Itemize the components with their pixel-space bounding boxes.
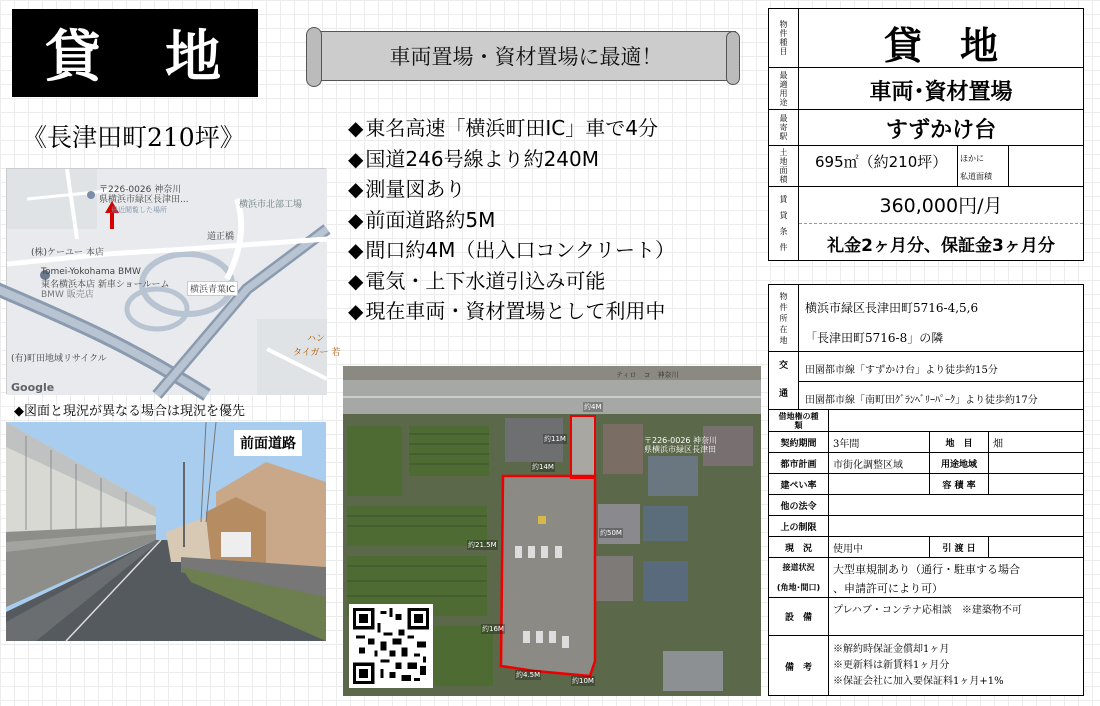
remark-2: ※更新料は新賃料1ヶ月分 bbox=[833, 660, 950, 671]
row-lease-type bbox=[769, 410, 1083, 432]
planning-value: 市街化調整区域 bbox=[833, 459, 903, 471]
google-logo: Google bbox=[11, 381, 55, 394]
chimoku-label: 地 目 bbox=[929, 432, 989, 452]
map-label-dousho: 道正橋 bbox=[207, 232, 235, 242]
feature-item: ◆ 東名高速「横浜町田IC」車で4分 bbox=[348, 113, 675, 144]
deposit-value: 礼金2ヶ月分、保証金3ヶ月分 bbox=[827, 236, 1055, 256]
row-coverage bbox=[769, 474, 1083, 495]
feature-item: ◆ 間口約4M（出入口コンクリート） bbox=[348, 235, 675, 266]
map-caption: ◆図面と現況が異なる場合は現況を優先 bbox=[14, 404, 245, 419]
traffic-2: 田園都市線「南町田ｸﾞﾗﾝﾍﾞﾘｰﾊﾟｰｸ」より徒歩約17分 bbox=[805, 395, 1038, 406]
restrictions-label: 上の制限 bbox=[769, 516, 829, 536]
label-location: 物 件 所 在 地 bbox=[769, 285, 799, 352]
rent-value: 360,000円/月 bbox=[879, 195, 1003, 217]
property-subtitle: 《長津田町210坪》 bbox=[22, 123, 245, 152]
label-property-type: 物 件 種 目 bbox=[769, 9, 799, 68]
row-other-law bbox=[769, 495, 1083, 516]
dim-label: 約11M bbox=[544, 435, 566, 443]
handover-label: 引 渡 日 bbox=[929, 537, 989, 557]
summary-table bbox=[768, 8, 1084, 261]
banner-scroll bbox=[306, 27, 740, 87]
land-area-value: 695㎡（約210坪） bbox=[815, 153, 948, 171]
map-label-bmw-jp: 東名横浜本店 新車ショールーム bbox=[41, 280, 170, 290]
label-best-use: 最 適 用 途 bbox=[769, 68, 799, 110]
dim-label: 約14M bbox=[532, 463, 554, 471]
scroll-roll-left bbox=[306, 27, 322, 87]
contract-label: 契約期間 bbox=[769, 432, 829, 452]
map-label-bmw: Tomei-Yokohama BMW bbox=[41, 267, 141, 277]
map-label-factory: 横浜市北部工場 bbox=[239, 200, 303, 210]
page-title: 貸 地 bbox=[12, 9, 258, 97]
row-road-access bbox=[769, 558, 1083, 598]
bcr-label: 建ぺい率 bbox=[769, 474, 829, 494]
private-road-area-label: ほかに 私道面積 bbox=[957, 146, 1009, 186]
station-value: すずかけ台 bbox=[885, 118, 997, 143]
aerial-photo bbox=[343, 366, 761, 696]
road-access-label: 接道状況 (角地･間口) bbox=[769, 558, 829, 597]
dim-label: 約4.5M bbox=[516, 671, 541, 679]
feature-item: ◆ 電気・上下水道引込み可能 bbox=[348, 266, 675, 297]
details-table bbox=[768, 284, 1084, 696]
map-label-tiger: タイガー 若 bbox=[293, 348, 341, 358]
map-pin-label: 〒226-0026 神奈川 県横浜市緑区長津田... bbox=[99, 185, 189, 205]
address-note: 「長津田町5716-8」の隣 bbox=[805, 331, 944, 345]
road-access-value-2: 、申請許可により可） bbox=[833, 582, 943, 595]
dim-label: 約21.5M bbox=[468, 541, 497, 549]
aerial-pin-label: 〒226-0026 神奈川 県横浜市緑区長津田 bbox=[644, 436, 718, 454]
row-remarks bbox=[769, 636, 1083, 696]
planning-label: 都市計画 bbox=[769, 453, 829, 473]
zoning-label: 用途地域 bbox=[929, 453, 989, 473]
road-access-value-1: 大型車規制あり（通行・駐車する場合 bbox=[833, 563, 1020, 576]
dim-label: 約50M bbox=[600, 529, 622, 537]
address-value: 横浜市緑区長津田町5716-4,5,6 bbox=[805, 301, 979, 315]
map-pin-sub: 最近閲覧した場所 bbox=[111, 206, 167, 214]
map-label-bmw-dealer: BMW 販売店 bbox=[41, 290, 94, 300]
row-status bbox=[769, 537, 1083, 558]
feature-item: ◆ 現在車両・資材置場として利用中 bbox=[348, 296, 675, 327]
map-label-ic: 横浜青葉IC bbox=[187, 281, 238, 296]
label-lease-terms: 賃 貸 条 件 bbox=[769, 187, 799, 261]
location-map[interactable] bbox=[6, 168, 341, 394]
banner-text: 車両置場・資材置場に最適！ bbox=[316, 31, 736, 81]
feature-item: ◆ 国道246号線より約240M bbox=[348, 144, 675, 175]
best-use-value: 車両･資材置場 bbox=[869, 80, 1013, 105]
row-planning bbox=[769, 453, 1083, 474]
label-station: 最 寄 駅 bbox=[769, 110, 799, 146]
property-type-value: 貸 地 bbox=[883, 24, 998, 68]
status-label: 現 況 bbox=[769, 537, 829, 557]
contract-value: 3年間 bbox=[833, 438, 860, 450]
equipment-value: プレハブ・コンテナ応相談 ※建築物不可 bbox=[833, 605, 1022, 616]
row-equipment bbox=[769, 598, 1083, 636]
feature-item: ◆ 前面道路約5M bbox=[348, 205, 675, 236]
street-photo bbox=[6, 422, 326, 641]
dim-label: 約10M bbox=[572, 677, 594, 685]
aerial-road-label: ティロ コ 神奈川 bbox=[616, 371, 679, 379]
label-traffic: 交 通 bbox=[769, 352, 799, 410]
qr-code-icon bbox=[353, 608, 429, 684]
scroll-roll-right bbox=[726, 31, 740, 85]
row-contract bbox=[769, 432, 1083, 453]
remarks-label: 備 考 bbox=[769, 636, 829, 696]
otherlaw-label: 他の法令 bbox=[769, 495, 829, 515]
dim-label: 約16M bbox=[482, 625, 504, 633]
map-label-han: ハン bbox=[307, 334, 326, 344]
far-label: 容 積 率 bbox=[929, 474, 989, 494]
traffic-1: 田園都市線「すずかけ台」より徒歩約15分 bbox=[805, 365, 998, 376]
remark-3: ※保証会社に加入要保証料1ヶ月+1% bbox=[833, 676, 1004, 687]
feature-list bbox=[348, 113, 675, 327]
feature-item: ◆ 測量図あり bbox=[348, 174, 675, 205]
chimoku-value: 畑 bbox=[993, 438, 1003, 450]
qr-code[interactable] bbox=[349, 604, 433, 688]
status-value: 使用中 bbox=[833, 543, 863, 555]
front-road-label: 前面道路 bbox=[234, 430, 302, 456]
equipment-label: 設 備 bbox=[769, 598, 829, 635]
map-label-kewyu: (株)ケーユー 本店 bbox=[31, 248, 104, 258]
label-land-area: 土 地 面 積 bbox=[769, 146, 799, 187]
row-restrictions bbox=[769, 516, 1083, 537]
map-label-recycle: (有)町田地域リサイクル bbox=[11, 354, 107, 364]
lease-type-label: 借地権の種 類 bbox=[769, 410, 829, 431]
dim-label: 約4M bbox=[584, 403, 602, 411]
remark-1: ※解約時保証金償却1ヶ月 bbox=[833, 644, 950, 655]
